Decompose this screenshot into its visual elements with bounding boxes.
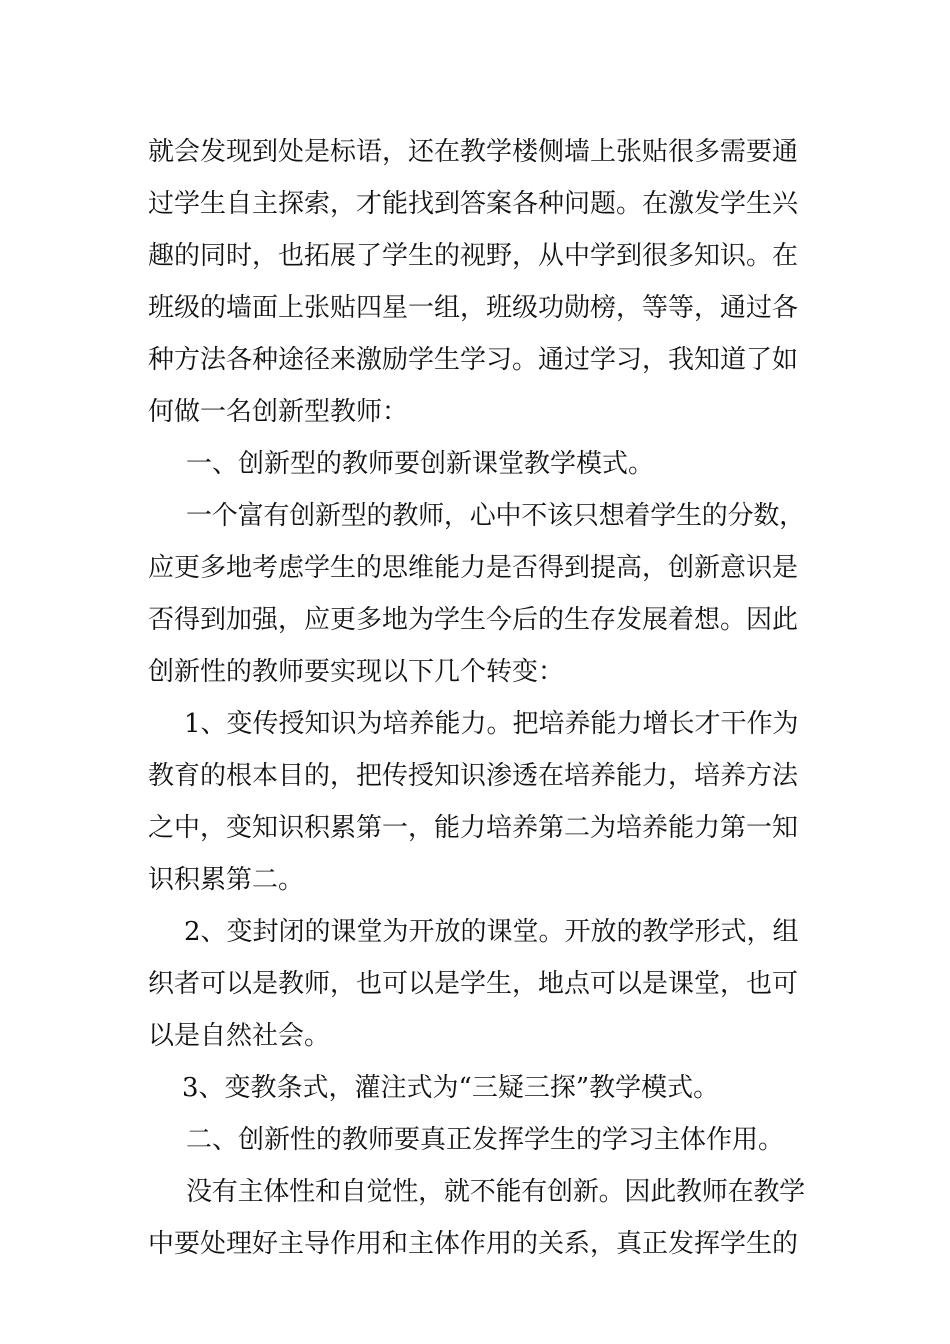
paragraph-line: 以是自然社会。 xyxy=(148,1021,331,1051)
list-item: 1、变传授知识为培养能力。把培养能力增长才干作为 xyxy=(184,709,799,739)
list-item: 3、变教条式，灌注式为“三疑三探”教学模式。 xyxy=(182,1073,720,1103)
section-heading: 二、创新性的教师要真正发挥学生的学习主体作用。 xyxy=(186,1125,785,1155)
paragraph-line: 趣的同时，也拓展了学生的视野，从中学到很多知识。在 xyxy=(148,241,799,271)
section-heading: 一、创新型的教师要创新课堂教学模式。 xyxy=(186,449,655,479)
paragraph-line: 种方法各种途径来激励学生学习。通过学习，我知道了如 xyxy=(148,345,799,375)
paragraph-line: 班级的墙面上张贴四星一组，班级功勋榜，等等，通过各 xyxy=(148,293,799,323)
paragraph-line: 创新性的教师要实现以下几个转变： xyxy=(148,657,565,687)
paragraph-line: 就会发现到处是标语，还在教学楼侧墙上张贴很多需要通 xyxy=(148,137,799,167)
paragraph-line: 何做一名创新型教师： xyxy=(148,397,409,427)
paragraph-line: 一个富有创新型的教师，心中不该只想着学生的分数， xyxy=(186,501,805,531)
paragraph-line: 织者可以是教师，也可以是学生，地点可以是课堂，也可 xyxy=(148,969,799,999)
paragraph-line: 否得到加强，应更多地为学生今后的生存发展着想。因此 xyxy=(148,605,799,635)
list-item: 2、变封闭的课堂为开放的课堂。开放的教学形式，组 xyxy=(184,917,799,947)
paragraph-line: 识积累第二。 xyxy=(148,865,305,895)
paragraph-line: 过学生自主探索，才能找到答案各种问题。在激发学生兴 xyxy=(148,189,799,219)
paragraph-line: 教育的根本目的，把传授知识渗透在培养能力，培养方法 xyxy=(148,761,799,791)
paragraph-line: 之中，变知识积累第一，能力培养第二为培养能力第一知 xyxy=(148,813,799,843)
paragraph-line: 中要处理好主导作用和主体作用的关系，真正发挥学生的 xyxy=(148,1229,799,1259)
paragraph-line: 没有主体性和自觉性，就不能有创新。因此教师在教学 xyxy=(186,1177,805,1207)
paragraph-line: 应更多地考虑学生的思维能力是否得到提高，创新意识是 xyxy=(148,553,799,583)
